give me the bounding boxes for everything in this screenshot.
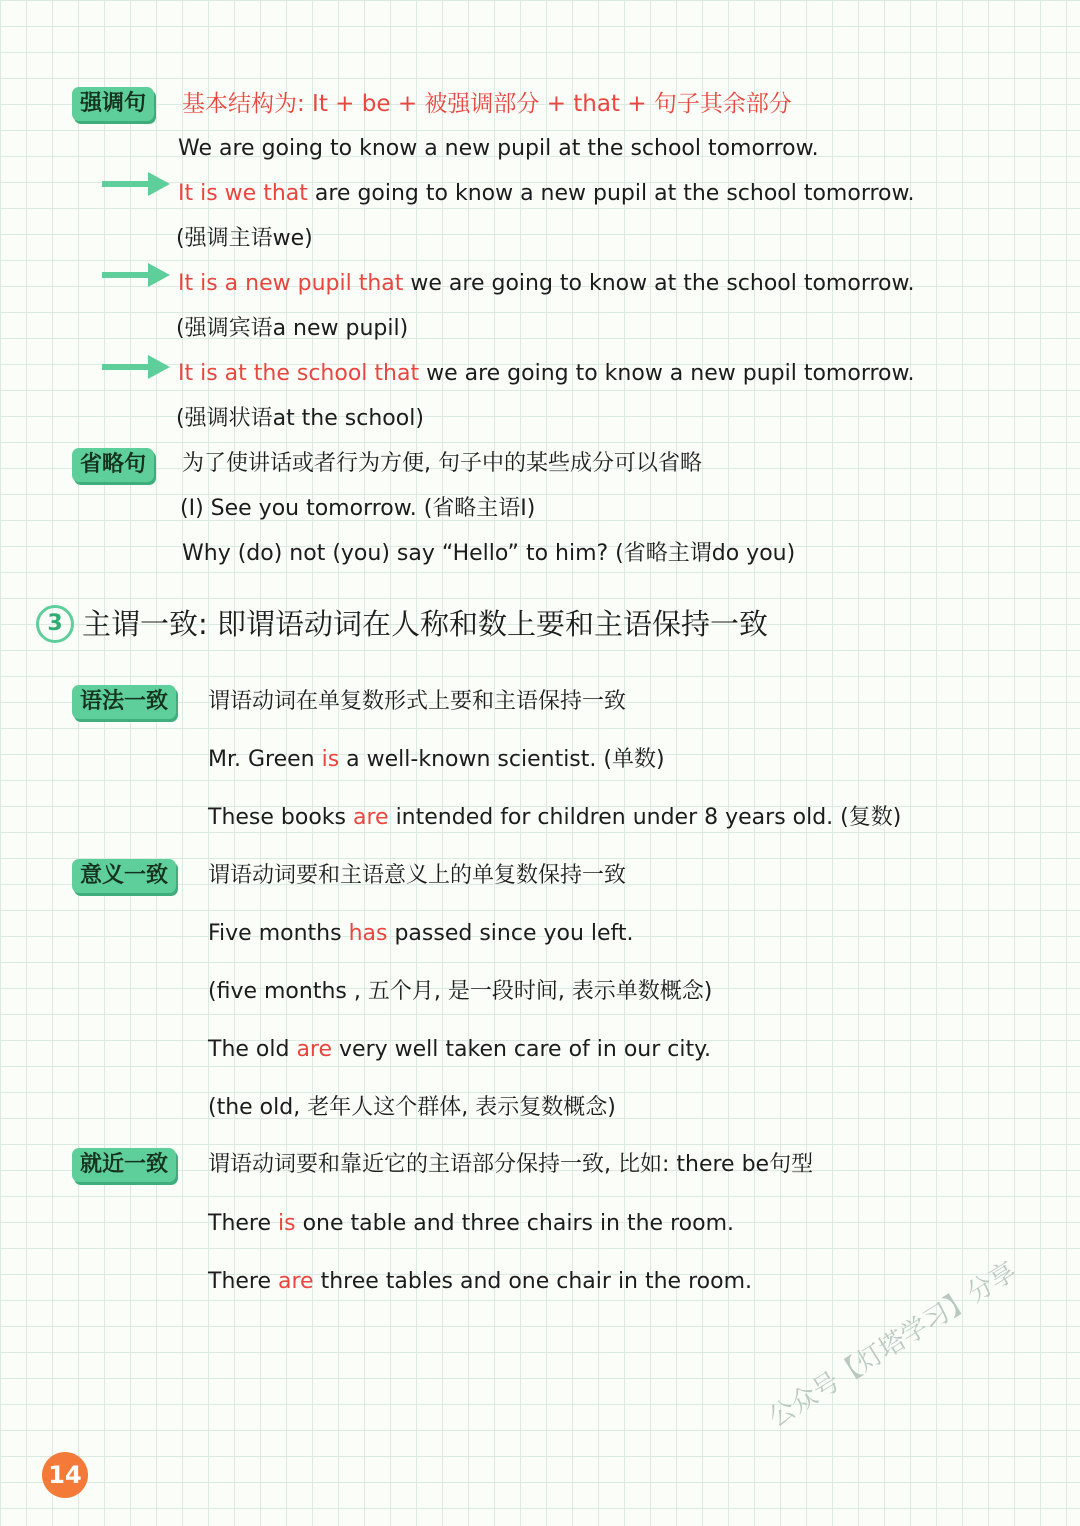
ellipsis-tag: 省略句 bbox=[72, 448, 154, 482]
verb-highlight: is bbox=[278, 1211, 296, 1236]
emphasis-highlight: It is a new pupil that bbox=[178, 271, 404, 296]
meaning-agreement-tag: 意义一致 bbox=[72, 859, 176, 893]
verb-highlight: are bbox=[353, 805, 389, 830]
arrow-icon bbox=[102, 353, 170, 381]
emphasis-highlight: It is we that bbox=[178, 181, 308, 206]
sentence-part: intended for children under 8 years old. (复数) bbox=[388, 805, 902, 830]
sentence-part: one table and three chairs in the room. bbox=[295, 1211, 734, 1236]
arrow-icon bbox=[102, 261, 170, 289]
sentence-part: Mr. Green bbox=[208, 747, 322, 772]
sentence-part: Five months bbox=[208, 921, 349, 946]
proximity-agreement-tag: 就近一致 bbox=[72, 1148, 176, 1182]
meaning-note-1: (five months , 五个月, 是一段时间, 表示单数概念) bbox=[208, 979, 713, 1004]
emphasis-example-3 bbox=[178, 359, 914, 389]
emphasis-rest: we are going to know at the school tomorrow. bbox=[403, 271, 915, 296]
emphasis-rest: we are going to know a new pupil tomorrow. bbox=[419, 361, 915, 386]
proximity-agreement-description: 谓语动词要和靠近它的主语部分保持一致, 比如: there be句型 bbox=[208, 1152, 814, 1177]
proximity-example-1 bbox=[208, 1209, 734, 1239]
meaning-note-2: (the old, 老年人这个群体, 表示复数概念) bbox=[208, 1095, 616, 1120]
sentence-part: There bbox=[208, 1211, 279, 1236]
sentence-part: These books bbox=[208, 805, 353, 830]
sentence-part: passed since you left. bbox=[387, 921, 634, 946]
verb-highlight: is bbox=[321, 747, 340, 772]
grammar-agreement-tag: 语法一致 bbox=[72, 685, 176, 719]
proximity-example-2 bbox=[208, 1267, 752, 1297]
emphasis-note-2: (强调宾语a new pupil) bbox=[176, 316, 409, 341]
emphasis-note-3: (强调状语at the school) bbox=[176, 406, 424, 431]
emphasis-example-2 bbox=[178, 269, 914, 299]
sentence-part: There bbox=[208, 1269, 279, 1294]
meaning-example-2 bbox=[208, 1035, 711, 1065]
sentence-part: The old bbox=[208, 1037, 297, 1062]
emphasis-base-sentence: We are going to know a new pupil at the school tomorrow. bbox=[178, 136, 819, 161]
ellipsis-description: 为了使讲话或者行为方便, 句子中的某些成分可以省略 bbox=[182, 451, 702, 476]
ellipsis-example-2: Why (do) not (you) say “Hello” to him? (省略主谓do you) bbox=[182, 541, 796, 566]
emphasis-structure: 基本结构为: It + be + 被强调部分 + that + 句子其余部分 bbox=[182, 91, 792, 117]
section-3-title: 主谓一致: 即谓语动词在人称和数上要和主语保持一致 bbox=[82, 607, 768, 641]
emphasis-tag: 强调句 bbox=[72, 87, 154, 121]
emphasis-example-1 bbox=[178, 179, 914, 209]
sentence-part: a well-known scientist. (单数) bbox=[339, 747, 665, 772]
emphasis-note-1: (强调主语we) bbox=[176, 226, 313, 251]
grammar-example-1 bbox=[208, 745, 665, 775]
sentence-part: three tables and one chair in the room. bbox=[313, 1269, 752, 1294]
meaning-agreement-description: 谓语动词要和主语意义上的单复数保持一致 bbox=[208, 863, 627, 888]
verb-highlight: are bbox=[296, 1037, 333, 1062]
verb-highlight: are bbox=[278, 1269, 314, 1294]
arrow-icon bbox=[102, 170, 170, 198]
watermark: 公众号【灯塔学习】分享 bbox=[763, 1256, 1022, 1434]
verb-highlight: has bbox=[348, 921, 388, 946]
section-number-badge: 3 bbox=[36, 605, 74, 643]
meaning-example-1 bbox=[208, 919, 634, 949]
emphasis-highlight: It is at the school that bbox=[178, 361, 420, 386]
ellipsis-example-1: (I) See you tomorrow. (省略主语I) bbox=[180, 496, 536, 521]
grammar-agreement-description: 谓语动词在单复数形式上要和主语保持一致 bbox=[208, 689, 627, 714]
grammar-example-2 bbox=[208, 803, 901, 833]
emphasis-rest: are going to know a new pupil at the school tomorrow. bbox=[307, 181, 915, 206]
sentence-part: very well taken care of in our city. bbox=[332, 1037, 711, 1062]
section-3-heading bbox=[36, 602, 768, 646]
page-number: 14 bbox=[42, 1452, 88, 1498]
